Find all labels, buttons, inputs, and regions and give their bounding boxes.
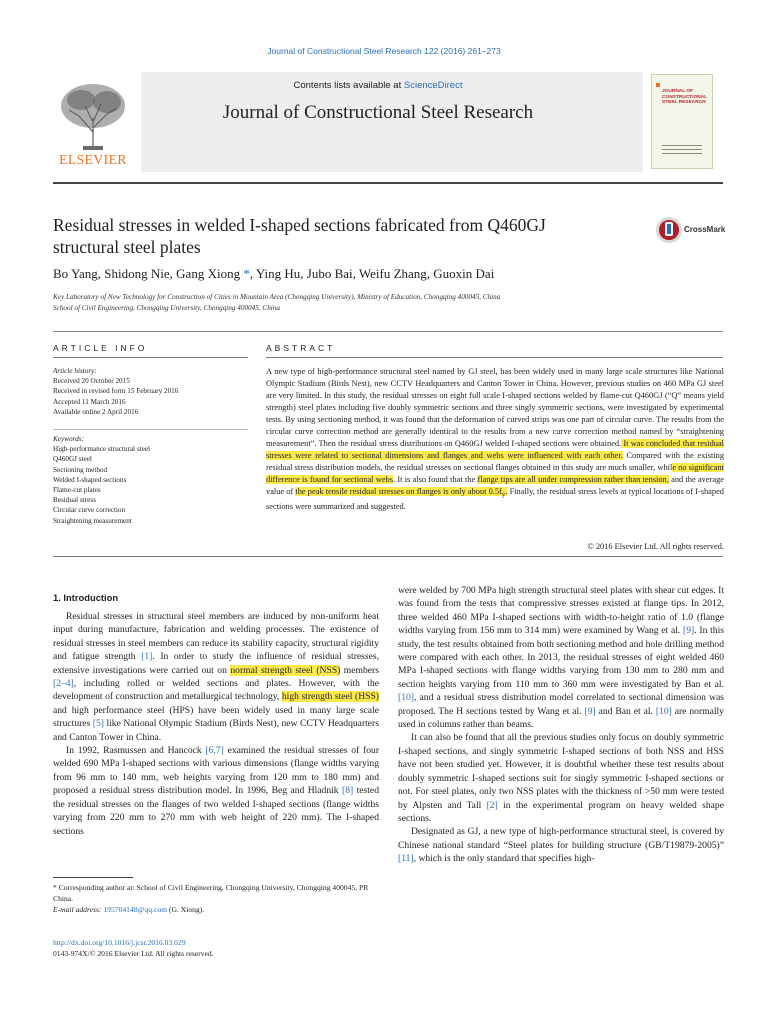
footnote xyxy=(53,882,379,915)
keyword-item: Welded I-shaped sections xyxy=(53,475,127,484)
authors-before: Bo Yang, Shidong Nie, Gang Xiong xyxy=(53,266,244,281)
history-received: Received 20 October 2015 xyxy=(53,377,130,386)
sciencedirect-link[interactable]: ScienceDirect xyxy=(403,80,463,91)
highlight-hss: high strength steel (HSS) xyxy=(281,691,379,703)
paper-title xyxy=(53,214,633,258)
author-list xyxy=(53,266,673,282)
keyword-item: Sectioning method xyxy=(53,465,108,474)
paragraph xyxy=(53,744,379,838)
body-text: tested the residual stresses on the flanges of two welded I-shaped sections (flange widths varying from 220 mm to 270 mm with web height of 220 mm). The I-shaped sections xyxy=(53,785,379,837)
history-label: Article history: xyxy=(53,367,97,375)
history-accepted: Accepted 11 March 2016 xyxy=(53,397,126,406)
email-link[interactable]: 195704148@qq.com xyxy=(103,905,168,914)
abstract-highlight-text: the peak tensile residual stresses on flanges is only about 0.5f xyxy=(295,486,502,496)
keyword-item: Residual stress xyxy=(53,496,96,505)
history-revised: Received in revised form 15 February 2016 xyxy=(53,387,179,396)
history-online: Available online 2 April 2016 xyxy=(53,407,139,416)
abstract-text: . It is also found that the xyxy=(392,474,478,484)
header-divider xyxy=(53,182,723,184)
corresponding-author-note: * Corresponding author at: School of Civil Engineering, Chongqing University, Chongqing 400045, PR China. xyxy=(53,883,369,903)
highlight-nss: normal strength steel (NSS) xyxy=(230,664,341,676)
abstract-bottom-rule xyxy=(53,556,723,557)
journal-header xyxy=(53,72,714,172)
abstract-text: and the average value of xyxy=(266,474,724,496)
body-text: In 1992, Rasmussen and Hancock xyxy=(66,745,206,757)
citation-link[interactable]: [2–4] xyxy=(53,678,74,690)
yield-subscript: y xyxy=(501,490,506,499)
paper-title-line-2: structural steel plates xyxy=(53,237,201,257)
crossmark-label: CrossMark xyxy=(684,225,726,234)
citation-link[interactable]: [10] xyxy=(398,692,414,704)
body-column-left xyxy=(53,610,379,838)
citation-link[interactable]: [6,7] xyxy=(205,745,224,757)
citation-link[interactable]: [2] xyxy=(486,799,498,811)
journal-cover-thumbnail[interactable] xyxy=(651,74,713,169)
body-text: , including rolled or welded sections and plates. However, with the development of construction and metallurgical technology, xyxy=(53,678,379,703)
body-text: . In order to study the influence of residual stresses, extensive investigations were carried out on xyxy=(53,651,380,676)
keywords-rule xyxy=(53,429,248,430)
keyword-item: High-performance structural steel xyxy=(53,445,150,454)
citation-link[interactable]: [8] xyxy=(342,785,354,797)
body-text: , which is the only standard that specifies high- xyxy=(413,853,595,865)
journal-title[interactable]: Journal of Constructional Steel Research xyxy=(222,102,534,123)
paper-title-line-1: Residual stresses in welded I-shaped sections fabricated from Q460GJ xyxy=(53,215,546,235)
issn-line: 0143-974X/© 2016 Elsevier Ltd. All rights reserved. xyxy=(53,949,214,958)
keyword-item: Circular curve correction xyxy=(53,506,126,515)
crossmark-button[interactable] xyxy=(654,214,734,248)
cover-text-lines xyxy=(662,145,702,157)
body-text: , and a residual stress distribution model correlated to sectional dimension was proposed. The H sections tested by Wang et al. xyxy=(398,692,724,717)
body-text: Residual stresses in structural steel members are induced by non-uniform heat input during manufacture, fabrication and welding processes. The existence of residual stresses in steel members can reduce its stability capacity, structural rigidity and fatigue strength xyxy=(53,611,379,663)
article-info-heading: ARTICLE INFO xyxy=(53,343,148,353)
cover-title: JOURNAL OF CONSTRUCTIONAL STEEL RESEARCH xyxy=(662,89,707,106)
abstract-body xyxy=(266,366,724,513)
citation-link[interactable]: [11] xyxy=(398,853,414,865)
abstract-text: Finally, the residual stress levels at typical locations of I-shaped sections were summarized and suggested. xyxy=(266,486,724,512)
keywords-label: Keywords: xyxy=(53,435,84,443)
citation-link[interactable]: [1] xyxy=(141,651,153,663)
introduction-heading: 1. Introduction xyxy=(53,592,119,603)
article-info-rule xyxy=(53,357,248,358)
body-text: examined the residual stresses of four welded 690 MPa I-shaped sections with various dimensions (flange widths varying from 96 mm to 140 mm, web heights varying from 120 mm to 180 mm) and proposed a residual stress distribution model. In 1996, Beg and Hladnik xyxy=(53,745,380,797)
abstract-text: Compared with the existing residual stress distribution models, the residual stresses on sectional flanges obtained in this study are much smaller, whil xyxy=(266,450,725,472)
body-text: Designated as GJ, a new type of high-performance structural steel, is covered by Chinese national standard “Steel plates for building structure (GB/T19879-2005)” xyxy=(398,826,724,851)
abstract-heading: ABSTRACT xyxy=(266,343,336,353)
body-text: It can also be found that all the previous studies only focus on doubly symmetric I-shaped sections, and singly symmetric I-shaped sections of both NSS and HSS have not been studied yet. However, it is doubtful whether these test results about doubly symmetric I-shaped sections suit for singly symmetric I-shaped sections or not. For steel plates, only two NSS plates with the thickness of >50 mm were tested by Alpsten and Tall xyxy=(398,732,724,811)
body-text: members xyxy=(340,664,379,676)
corresponding-author-mark[interactable]: * xyxy=(243,266,250,281)
title-divider xyxy=(53,331,723,332)
body-column-right xyxy=(398,584,724,866)
keyword-item: Flame-cut plates xyxy=(53,486,101,495)
citation-link[interactable]: [9] xyxy=(584,705,596,717)
citation-link[interactable]: [10] xyxy=(655,705,672,717)
keywords-block xyxy=(53,434,248,526)
citation-link[interactable]: [9] xyxy=(683,625,695,637)
abstract-rule xyxy=(266,357,723,358)
email-line xyxy=(53,904,379,915)
body-text: are normally used in columns rather than beams. xyxy=(398,705,724,731)
article-history xyxy=(53,366,248,417)
journal-reference-link[interactable]: Journal of Constructional Steel Research 122 (2016) 261–273 xyxy=(267,46,501,56)
affiliation-2: School of Civil Engineering, Chongqing University, Chongqing 400045, China xyxy=(53,304,280,312)
elsevier-wordmark: ELSEVIER xyxy=(59,152,127,167)
body-text: like National Olympic Stadium (Birds Nest), new CCTV Headquarters and Canton Tower in China. xyxy=(53,718,379,743)
doi-block xyxy=(53,937,214,959)
body-text: . In this study, the test results obtained from both sectioning method and hole drilling method were compared with each other. In 2013, the residual stresses of eight welded 460 MPa I-shaped sections with flange widths varying from 130 mm to 280 mm and section heights varying from 110 mm to 360 mm were investigated by Ban et al. xyxy=(398,625,724,690)
affiliation-1: Key Laboratory of New Technology for Construction of Cities in Mountain Area (Chongqing University), Ministry of Education, Chongqing 400045, China xyxy=(53,293,501,301)
body-text: and Ban et al. xyxy=(595,705,656,717)
contents-lists-line xyxy=(203,80,553,91)
abstract-highlight xyxy=(295,486,508,499)
body-text: and high performance steel (HPS) have been widely used in many large scale structures xyxy=(53,704,379,730)
keyword-item: Straightening measurement xyxy=(53,516,132,525)
keyword-item: Q460GJ steel xyxy=(53,455,92,464)
email-after: (G. Xiong). xyxy=(167,905,205,914)
abstract-text: A new type of high-performance structural steel named by GJ steel, has been widely used in many large scale structures like National Olympic Stadium (Birds Nest), new CCTV Headquarters and Canton Tower in China. However, previous studies on 460 MPa GJ steel are very limited. In this study, the residual stresses on eight full scale I-shaped sections welded by flame-cut Q460GJ (“Q” means yield strength) steel plates including five doubly symmetric sections and three singly symmetric sections, were investigated by experimental tests. By using sectioning method, it was found that the deformation of curved strips was one part of circular curve. The results from the circular curve correction method are generally identical to the results from a new curve correction method named by “straightening measurement”. Then the residual stress distributions on Q460GJ welded I-shaped sections were obtained. xyxy=(266,367,724,448)
abstract-highlight-end: . xyxy=(505,486,508,496)
email-label: E-mail address: xyxy=(53,905,104,914)
abstract-highlight: flange tips are all under compression rather than tension, xyxy=(477,474,669,484)
authors-after: , Ying Hu, Jubo Bai, Weifu Zhang, Guoxin Dai xyxy=(249,266,495,281)
doi-link[interactable]: http://dx.doi.org/10.1016/j.jcsr.2016.03.029 xyxy=(53,938,186,947)
paragraph xyxy=(53,610,379,744)
body-text: were welded by 700 MPa high strength structural steel plates with shear cut edges. It was found from the tests that compressive stresses existed at flange tips. In 2012, three welded 460 MPa I-shaped sections with width-to-height ratio of 1.0 (flange widths varying from 156 mm to 314 mm) were examined by Wang et al. xyxy=(398,585,724,637)
abstract-highlight: It was concluded that residual stresses were related to sectional dimensions and flanges and webs were influenced with each other. xyxy=(266,438,724,460)
cover-accent-icon xyxy=(656,83,660,87)
paragraph xyxy=(398,825,724,865)
affiliations xyxy=(53,292,693,314)
paragraph xyxy=(398,731,724,825)
footnote-rule xyxy=(53,877,133,878)
body-text: in the experimental program on heavy welded shape sections. xyxy=(398,799,724,824)
paragraph xyxy=(398,584,724,731)
abstract-copyright: © 2016 Elsevier Ltd. All rights reserved. xyxy=(587,542,724,551)
contents-prefix: Contents lists available at xyxy=(293,80,404,91)
citation-link[interactable]: [5] xyxy=(92,718,104,730)
abstract-highlight: e no significant difference is found for sectional webs xyxy=(266,462,724,484)
